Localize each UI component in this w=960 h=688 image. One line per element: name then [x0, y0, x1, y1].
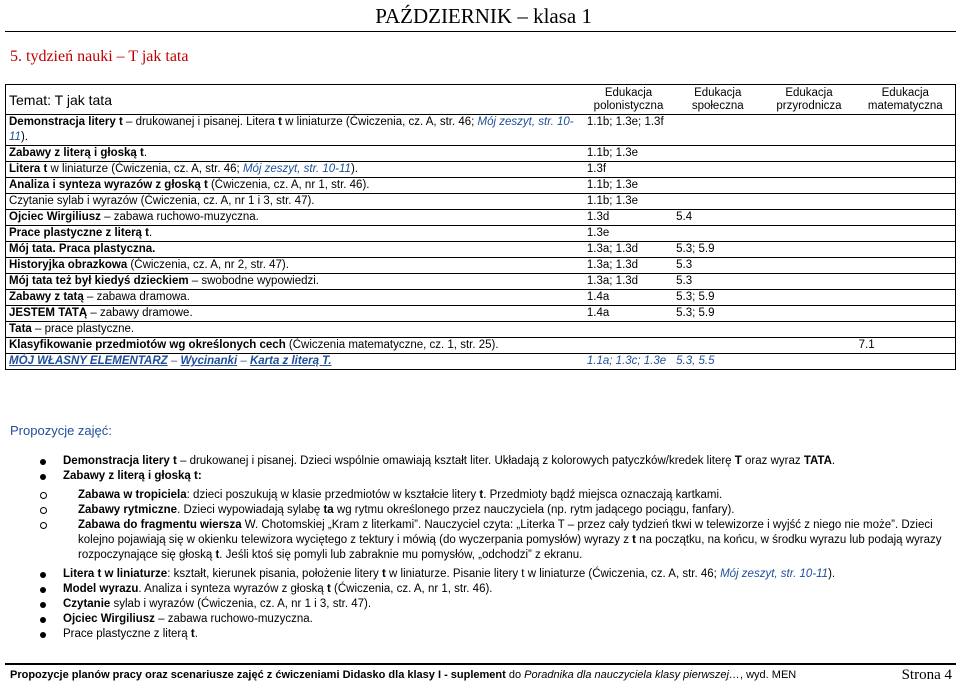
- polish-code: 1.1b; 1.3e: [584, 194, 673, 210]
- letter-t: t: [203, 179, 208, 191]
- activity-name: Ojciec Wirgiliusz: [9, 211, 101, 223]
- topic-header: Temat: T jak tata: [6, 85, 584, 115]
- activity-cell: [6, 306, 584, 322]
- activity-cell: [6, 258, 584, 274]
- polish-code: 1.1b; 1.3e: [584, 178, 673, 194]
- letter-t: t: [43, 163, 48, 175]
- social-code: 5.3; 5.9: [673, 242, 762, 258]
- activity-name: JESTEM TATĄ: [9, 307, 88, 319]
- table-row: [6, 162, 956, 178]
- social-code: 5.3, 5.5: [676, 355, 715, 367]
- letter-t: t: [381, 568, 386, 580]
- polish-code: [584, 322, 673, 338]
- activity-cell: [6, 338, 584, 354]
- activity-text: (Ćwiczenia matematyczne, cz. 1, str. 25).: [285, 339, 499, 351]
- list-item: [40, 627, 945, 642]
- social-code: [673, 194, 762, 210]
- activity-text: (Ćwiczenia, cz. A, nr 2, str. 47).: [127, 259, 289, 271]
- notebook-reference: Mój zeszyt, str. 10-11: [242, 163, 351, 175]
- nature-code: [762, 115, 855, 146]
- math-code: [856, 146, 956, 162]
- letter-t: t: [278, 116, 282, 128]
- activity-text: ).: [20, 131, 28, 143]
- circle-bullet-icon: [40, 507, 47, 514]
- letter-t: T: [734, 455, 742, 467]
- activity-name: Prace plastyczne z literą: [9, 227, 146, 239]
- social-code: [673, 322, 762, 338]
- item-text: . Dzieci wypowiadają sylabę: [177, 504, 324, 516]
- word-tata: TATA: [803, 455, 832, 467]
- activity-cell: [6, 274, 584, 290]
- polish-code: 1.3d: [584, 210, 673, 226]
- table-row: [6, 338, 956, 354]
- activity-name: Karta z literą T.: [249, 355, 332, 367]
- list-item: [40, 582, 945, 597]
- activity-cell: [6, 290, 584, 306]
- letter-t: t: [632, 534, 636, 546]
- table-row: [6, 354, 956, 370]
- proposals-list: [40, 454, 945, 642]
- activity-name: MÓJ WŁASNY ELEMENTARZ: [9, 355, 168, 367]
- social-code: [673, 178, 762, 194]
- social-code: 5.3: [673, 274, 762, 290]
- social-code: [673, 115, 762, 146]
- nature-code: [762, 226, 855, 242]
- math-code: [856, 306, 956, 322]
- math-code: [856, 242, 956, 258]
- activity-text: (Ćwiczenia, cz. A, nr 1, str. 46).: [207, 179, 370, 191]
- item-text: w liniaturze. Pisanie litery t w liniaturze (Ćwiczenia, cz. A, str. 46;: [385, 568, 721, 580]
- activity-cell: [6, 210, 584, 226]
- list-item: [40, 612, 945, 627]
- table-row: [6, 146, 956, 162]
- sub-list-item: [40, 488, 945, 503]
- social-code: 5.3: [673, 258, 762, 274]
- footer-connector: do: [505, 669, 525, 681]
- item-title: Litera: [63, 568, 98, 580]
- math-code: [856, 178, 956, 194]
- math-code: [856, 258, 956, 274]
- activity-name: Mój tata też był kiedyś dzieckiem: [9, 275, 189, 287]
- bullet-icon: [40, 474, 46, 480]
- item-text: wg rytmu określonego przez nauczyciela (np. rytm jadącego pociągu, fanfary).: [333, 504, 735, 516]
- math-code: [856, 354, 956, 370]
- polish-code: 1.1b; 1.3e: [584, 146, 673, 162]
- polish-code: 1.3a; 1.3d: [584, 274, 673, 290]
- activity-name: Historyjka obrazkowa: [9, 259, 128, 271]
- polish-code: 1.3f: [584, 162, 673, 178]
- activity-cell: [6, 194, 584, 210]
- social-code: [673, 226, 762, 242]
- circle-bullet-icon: [40, 492, 47, 499]
- polish-code: 1.4a: [584, 306, 673, 322]
- activity-cell: [6, 354, 584, 370]
- list-item: [40, 454, 945, 469]
- item-text: – drukowanej i pisanej. Dzieci wspólnie omawiają kształt liter. Układają z kolorowych patyczków/kredek literę: [176, 455, 735, 467]
- notebook-reference: Mój zeszyt, str. 10-11: [720, 568, 829, 580]
- footer-publisher: , wyd. MEN: [740, 669, 797, 681]
- activity-text: – drukowanej i pisanej. Litera: [122, 116, 279, 128]
- activity-name: Mój tata. Praca plastyczna.: [9, 243, 156, 255]
- polish-code: 1.3e: [584, 226, 673, 242]
- lesson-plan-table: [5, 84, 956, 370]
- item-text: . Przedmioty bądź miejsca oznaczają kartkami.: [483, 489, 723, 501]
- bullet-icon: [40, 459, 46, 465]
- activity-text: – zabawa dramowa.: [83, 291, 190, 303]
- letter-t: t: [326, 583, 331, 595]
- table-row: [6, 210, 956, 226]
- social-code: [673, 338, 762, 354]
- column-header-social: Edukacja społeczna: [673, 85, 762, 115]
- nature-code: [762, 338, 855, 354]
- activity-text: –: [167, 355, 181, 367]
- activity-text: .: [149, 227, 153, 239]
- activity-text: – zabawa ruchowo-muzyczna.: [100, 211, 259, 223]
- item-title: Demonstracja litery: [63, 455, 173, 467]
- activity-text: – swobodne wypowiedzi.: [188, 275, 320, 287]
- item-text: W. Chotomskiej „Kram z literkami”. Nauczyciel czyta: „Literka T – przez cały tydzień tkwi w telewizorze i wyjść z niego nie może”. Dzieci kolejno pojawiają się w okienku telewizora wyciętego z tektury i mówią (do wyczerpania pomysłów) wyrazy z: [78, 519, 933, 546]
- sub-list-item: [40, 518, 945, 563]
- nature-code: [762, 242, 855, 258]
- polish-code: [584, 338, 673, 354]
- item-text: ).: [828, 568, 836, 580]
- item-title: Zabawa w tropiciela: [78, 489, 187, 501]
- letter-t: t: [97, 568, 102, 580]
- item-title: Ojciec Wirgiliusz: [63, 613, 155, 625]
- week-title: 5. tydzień nauki – T jak tata: [10, 48, 189, 65]
- letter-t: t: [145, 227, 149, 239]
- column-header-math: Edukacja matematyczna: [856, 85, 956, 115]
- math-code: [856, 210, 956, 226]
- activity-text: w liniaturze (Ćwiczenia, cz. A, str. 46;: [47, 163, 243, 175]
- activity-name: Analiza i synteza wyrazów z głoską: [9, 179, 204, 191]
- nature-code: [762, 274, 855, 290]
- activity-text: Czytanie sylab i wyrazów (Ćwiczenia, cz. A, nr 1 i 3, str. 47).: [9, 195, 315, 207]
- letter-t: t: [172, 455, 177, 467]
- math-code: [856, 226, 956, 242]
- footer-book-title: Poradnika dla nauczyciela klasy pierwszej…: [524, 669, 740, 681]
- math-code: [856, 290, 956, 306]
- activity-name: Litera: [9, 163, 44, 175]
- nature-code: [762, 290, 855, 306]
- nature-code: [762, 258, 855, 274]
- header-divider: [5, 31, 956, 32]
- item-title: Model wyrazu: [63, 583, 139, 595]
- table-row: [6, 322, 956, 338]
- social-code: 5.3; 5.9: [673, 306, 762, 322]
- activity-text: – prace plastyczne.: [31, 323, 135, 335]
- math-code: [856, 322, 956, 338]
- bullet-icon: [40, 602, 46, 608]
- item-text: : dzieci poszukują w klasie przedmiotów w kształcie litery: [186, 489, 480, 501]
- page-header-title: PAŹDZIERNIK – klasa 1: [375, 4, 592, 28]
- activity-cell: [6, 146, 584, 162]
- social-code: 5.4: [673, 210, 762, 226]
- list-item: [40, 567, 945, 582]
- sub-list-item: [40, 503, 945, 518]
- item-title: Czytanie: [63, 598, 111, 610]
- item-title: w liniaturze: [101, 568, 168, 580]
- activity-cell: [6, 322, 584, 338]
- activity-name: Wycinanki: [180, 355, 238, 367]
- nature-code: [762, 194, 855, 210]
- polish-code: 1.3a; 1.3d: [584, 242, 673, 258]
- footer-divider: [5, 663, 956, 665]
- syllable-ta: ta: [323, 504, 334, 516]
- letter-t: t: [118, 116, 123, 128]
- math-code: 7.1: [856, 338, 956, 354]
- letter-t: t: [190, 628, 195, 640]
- item-text: . Jeśli ktoś się pomyli lub zabraknie mu pomysłów, „odchodzi” z ekranu.: [219, 549, 583, 561]
- table-row: [6, 178, 956, 194]
- activity-name: Tata: [9, 323, 32, 335]
- activity-text: w liniaturze (Ćwiczenia, cz. A, str. 46;: [281, 116, 478, 128]
- nature-code: [762, 210, 855, 226]
- activity-name: Zabawy z tatą: [9, 291, 84, 303]
- item-title: Zabawy z literą i głoską t:: [63, 470, 202, 482]
- activity-cell: [6, 242, 584, 258]
- item-text: . Analiza i synteza wyrazów z głoską: [138, 583, 327, 595]
- activity-cell: [6, 226, 584, 242]
- list-item: [40, 469, 945, 484]
- proposals-label: Propozycje zajęć:: [10, 423, 112, 438]
- activity-cell: [6, 115, 584, 146]
- math-code: [856, 115, 956, 146]
- column-header-nature: Edukacja przyrodnicza: [762, 85, 855, 115]
- activity-cell: [6, 162, 584, 178]
- activity-text: –: [237, 355, 250, 367]
- bullet-icon: [40, 632, 46, 638]
- item-text: (Ćwiczenia, cz. A, nr 1, str. 46).: [330, 583, 493, 595]
- social-code: [673, 146, 762, 162]
- activity-cell: [6, 178, 584, 194]
- math-code: [856, 162, 956, 178]
- math-code: [856, 274, 956, 290]
- nature-code: [762, 306, 855, 322]
- social-code: [673, 162, 762, 178]
- table-header-row: [6, 85, 956, 115]
- page-number: Strona 4: [901, 667, 952, 683]
- list-item: [40, 597, 945, 612]
- table-row: [6, 290, 956, 306]
- notebook-reference: Mój zeszyt, str. 10-11: [9, 116, 574, 143]
- bullet-icon: [40, 572, 46, 578]
- bullet-icon: [40, 617, 46, 623]
- social-code: 5.3; 5.9: [673, 290, 762, 306]
- activity-text: .: [143, 147, 148, 159]
- item-title: Zabawa do fragmentu wiersza: [78, 519, 242, 531]
- table-row: [6, 226, 956, 242]
- footer-title: Propozycje planów pracy oraz scenariusze zajęć z ćwiczeniami Didasko dla klasy I - suplement: [10, 669, 506, 681]
- polish-code: 1.1a; 1.3c; 1.3e: [586, 355, 667, 367]
- circle-bullet-icon: [40, 522, 47, 529]
- activity-text: – zabawy dramowe.: [87, 307, 193, 319]
- nature-code: [762, 146, 855, 162]
- table-row: [6, 306, 956, 322]
- nature-code: [762, 322, 855, 338]
- column-header-polish: Edukacja polonistyczna: [584, 85, 673, 115]
- polish-code: 1.4a: [584, 290, 673, 306]
- footer-text: [10, 669, 796, 681]
- item-text: .: [831, 455, 836, 467]
- item-text: Prace plastyczne z literą: [63, 628, 191, 640]
- nature-code: [762, 178, 855, 194]
- item-text: na początku, na końcu, w środku wyrazu lub podają wyrazy rozpoczynające się głoską: [78, 534, 942, 561]
- item-text: – zabawa ruchowo-muzyczna.: [154, 613, 313, 625]
- table-row: [6, 274, 956, 290]
- item-text: .: [194, 628, 198, 640]
- polish-code: 1.1b; 1.3e; 1.3f: [584, 115, 673, 146]
- table-row: [6, 115, 956, 146]
- bullet-icon: [40, 587, 46, 593]
- nature-code: [762, 354, 855, 370]
- math-code: [856, 194, 956, 210]
- nature-code: [762, 162, 855, 178]
- table-row: [6, 258, 956, 274]
- table-row: [6, 242, 956, 258]
- item-text: sylab i wyrazów (Ćwiczenia, cz. A, nr 1 i 3, str. 47).: [110, 598, 372, 610]
- activity-name: Demonstracja litery: [9, 116, 119, 128]
- item-text: oraz wyraz: [741, 455, 804, 467]
- polish-code: 1.3a; 1.3d: [584, 258, 673, 274]
- letter-t: t: [479, 489, 484, 501]
- item-text: : kształt, kierunek pisania, położenie litery: [167, 568, 382, 580]
- table-row: [6, 194, 956, 210]
- letter-t: t: [140, 147, 144, 159]
- activity-name: Zabawy z literą i głoską: [9, 147, 141, 159]
- activity-name: Klasyfikowanie przedmiotów wg określonych cech: [9, 339, 286, 351]
- letter-t: t: [215, 549, 220, 561]
- sub-list: [40, 488, 945, 563]
- item-title: Zabawy rytmiczne: [78, 504, 178, 516]
- activity-text: ).: [350, 163, 358, 175]
